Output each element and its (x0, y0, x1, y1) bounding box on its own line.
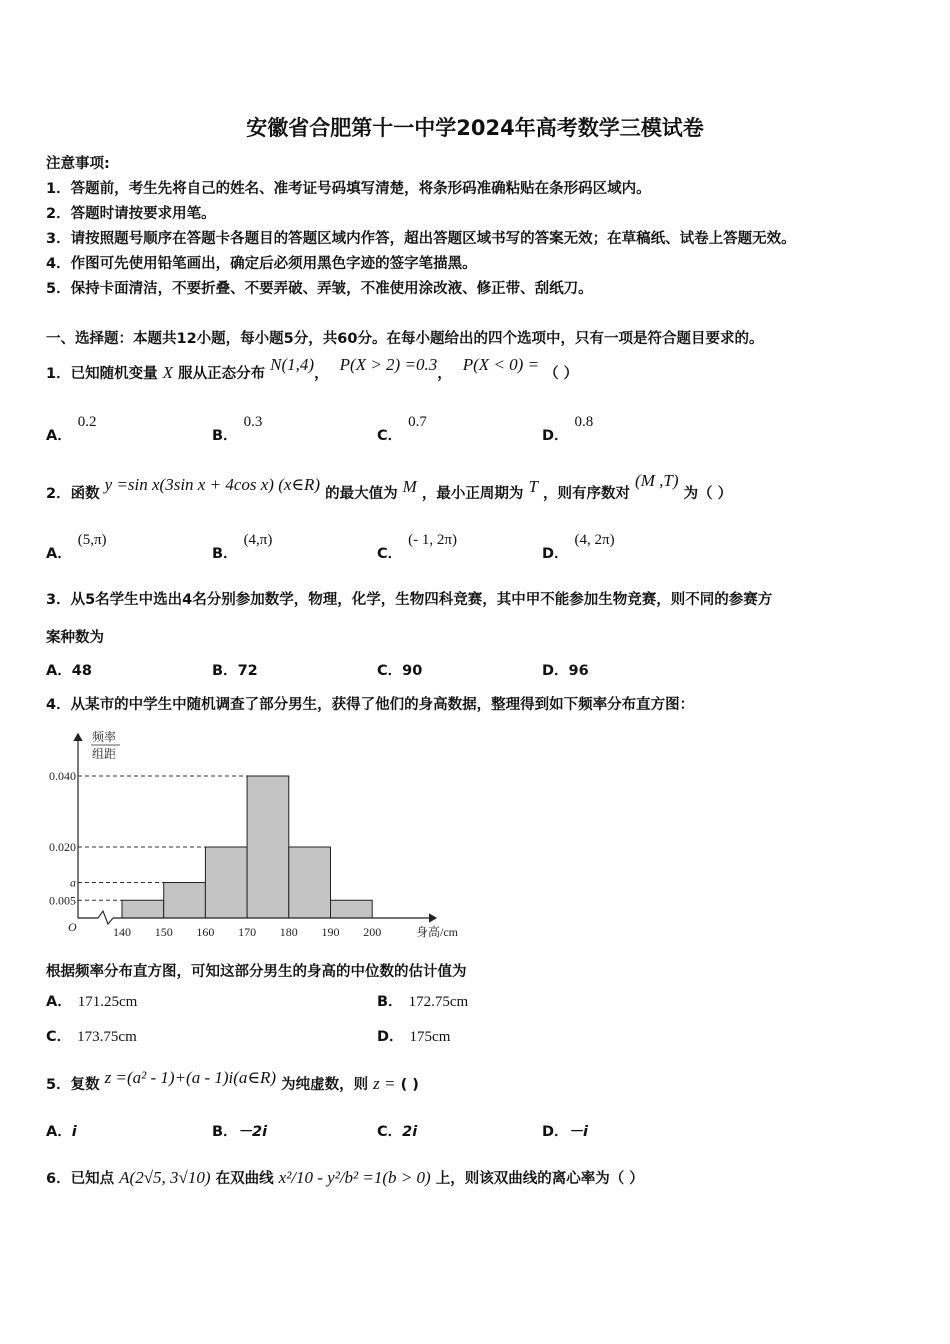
histogram-bar (289, 847, 331, 918)
question-4-followup: 根据频率分布直方图，可知这部分男生的身高的中位数的估计值为 (46, 964, 467, 980)
y-axis-label-top: 频率 (92, 730, 117, 744)
x-tick-label: 180 (279, 925, 298, 939)
question-3-option-b[interactable]: B．72 (212, 663, 258, 679)
y-tick-label: 0.020 (49, 840, 76, 854)
histogram-bar (331, 900, 373, 918)
origin-label: O (68, 920, 77, 934)
question-1-option-c[interactable]: C．0.7 (377, 414, 427, 444)
histogram-bar (247, 776, 289, 918)
x-axis-label: 身高/cm (416, 925, 458, 939)
question-2-option-d[interactable]: D．(4, 2π) (542, 532, 615, 562)
x-tick-label: 200 (363, 925, 382, 939)
question-2-option-a[interactable]: A．(5,π) (46, 532, 107, 562)
question-3-stem-line1: 3．从5名学生中选出4名分别参加数学，物理，化学，生物四科竞赛，其中甲不能参加生物竞赛，则不同的参赛方 (46, 592, 773, 608)
question-1-option-b[interactable]: B．0.3 (212, 414, 263, 444)
question-2-option-c[interactable]: C．(- 1, 2π) (377, 532, 457, 562)
y-tick-label: a (70, 875, 76, 890)
histogram-bar (205, 847, 247, 918)
question-2-stem: 2．函数 y =sin x(3sin x + 4cos x) (x∈R) 的最大值为 M ，最小正周期为 T ，则有序数对 (M ,T) 为（ ） (46, 471, 733, 502)
x-tick-label: 140 (113, 925, 131, 939)
page-title: 安徽省合肥第十一中学2024年高考数学三模试卷 (246, 116, 704, 140)
question-4-stem: 4．从某市的中学生中随机调查了部分男生，获得了他们的身高数据，整理得到如下频率分布直方图： (46, 697, 695, 713)
histogram-bar (164, 883, 206, 919)
note-item: 2．答题时请按要求用笔。 (46, 206, 216, 222)
question-4-option-c[interactable]: C． 173.75cm (46, 1029, 137, 1045)
question-6-stem: 6．已知点 A(2√5, 3√10) 在双曲线 x²/10 - y²/b² =1(b > 0) 上，则该双曲线的离心率为（ ） (46, 1168, 644, 1187)
axis-break-mark (98, 911, 113, 924)
question-1-stem: 1．已知随机变量 X 服从正态分布 N(1,4)， P(X > 2) =0.3， P(X < 0) = （ ） (46, 355, 579, 382)
x-tick-label: 160 (196, 925, 215, 939)
note-item: 5．保持卡面清洁，不要折叠、不要弄破、弄皱，不准使用涂改液、修正带、刮纸刀。 (46, 281, 593, 297)
note-item: 3．请按照题号顺序在答题卡各题目的答题区域内作答，超出答题区域书写的答案无效；在草稿纸、试卷上答题无效。 (46, 231, 796, 247)
question-5-option-b[interactable]: B．－2i (212, 1124, 268, 1140)
question-2-option-b[interactable]: B．(4,π) (212, 532, 273, 562)
question-4-option-d[interactable]: D． 175cm (377, 1029, 451, 1045)
histogram-bar (122, 900, 164, 918)
question-4-option-b[interactable]: B． 172.75cm (377, 994, 469, 1010)
note-item: 4．作图可先使用铅笔画出，确定后必须用黑色字迹的签字笔描黑。 (46, 256, 477, 272)
y-tick-label: 0.040 (49, 769, 76, 783)
question-3-option-d[interactable]: D．96 (542, 663, 589, 679)
note-item: 1．答题前，考生先将自己的姓名、准考证号码填写清楚，将条形码准确粘贴在条形码区域内。 (46, 181, 651, 197)
x-tick-label: 190 (321, 925, 340, 939)
question-4-option-a[interactable]: A． 171.25cm (46, 994, 138, 1010)
x-tick-label: 150 (154, 925, 173, 939)
question-5-option-c[interactable]: C．2i (377, 1124, 418, 1140)
question-1-option-a[interactable]: A．0.2 (46, 414, 97, 444)
y-tick-label: 0.005 (49, 893, 76, 908)
question-3-option-a[interactable]: A．48 (46, 663, 92, 679)
question-1-option-d[interactable]: D．0.8 (542, 414, 594, 444)
question-3-option-c[interactable]: C．90 (377, 663, 423, 679)
question-5-stem: 5．复数 z =(a² - 1)+(a - 1)i(a∈R) 为纯虚数，则 z = ( ) (46, 1068, 419, 1093)
x-tick-label: 170 (238, 925, 257, 939)
y-axis-label-bottom: 组距 (92, 747, 117, 761)
question-5-option-a[interactable]: A．i (46, 1124, 77, 1140)
section-heading: 一、选择题：本题共12小题，每小题5分，共60分。在每小题给出的四个选项中，只有一项是符合题目要求的。 (46, 331, 764, 347)
question-3-stem-line2: 案种数为 (46, 630, 104, 646)
question-5-option-d[interactable]: D．－i (542, 1124, 589, 1140)
height-histogram (40, 728, 470, 943)
notes-heading: 注意事项: (46, 156, 110, 172)
